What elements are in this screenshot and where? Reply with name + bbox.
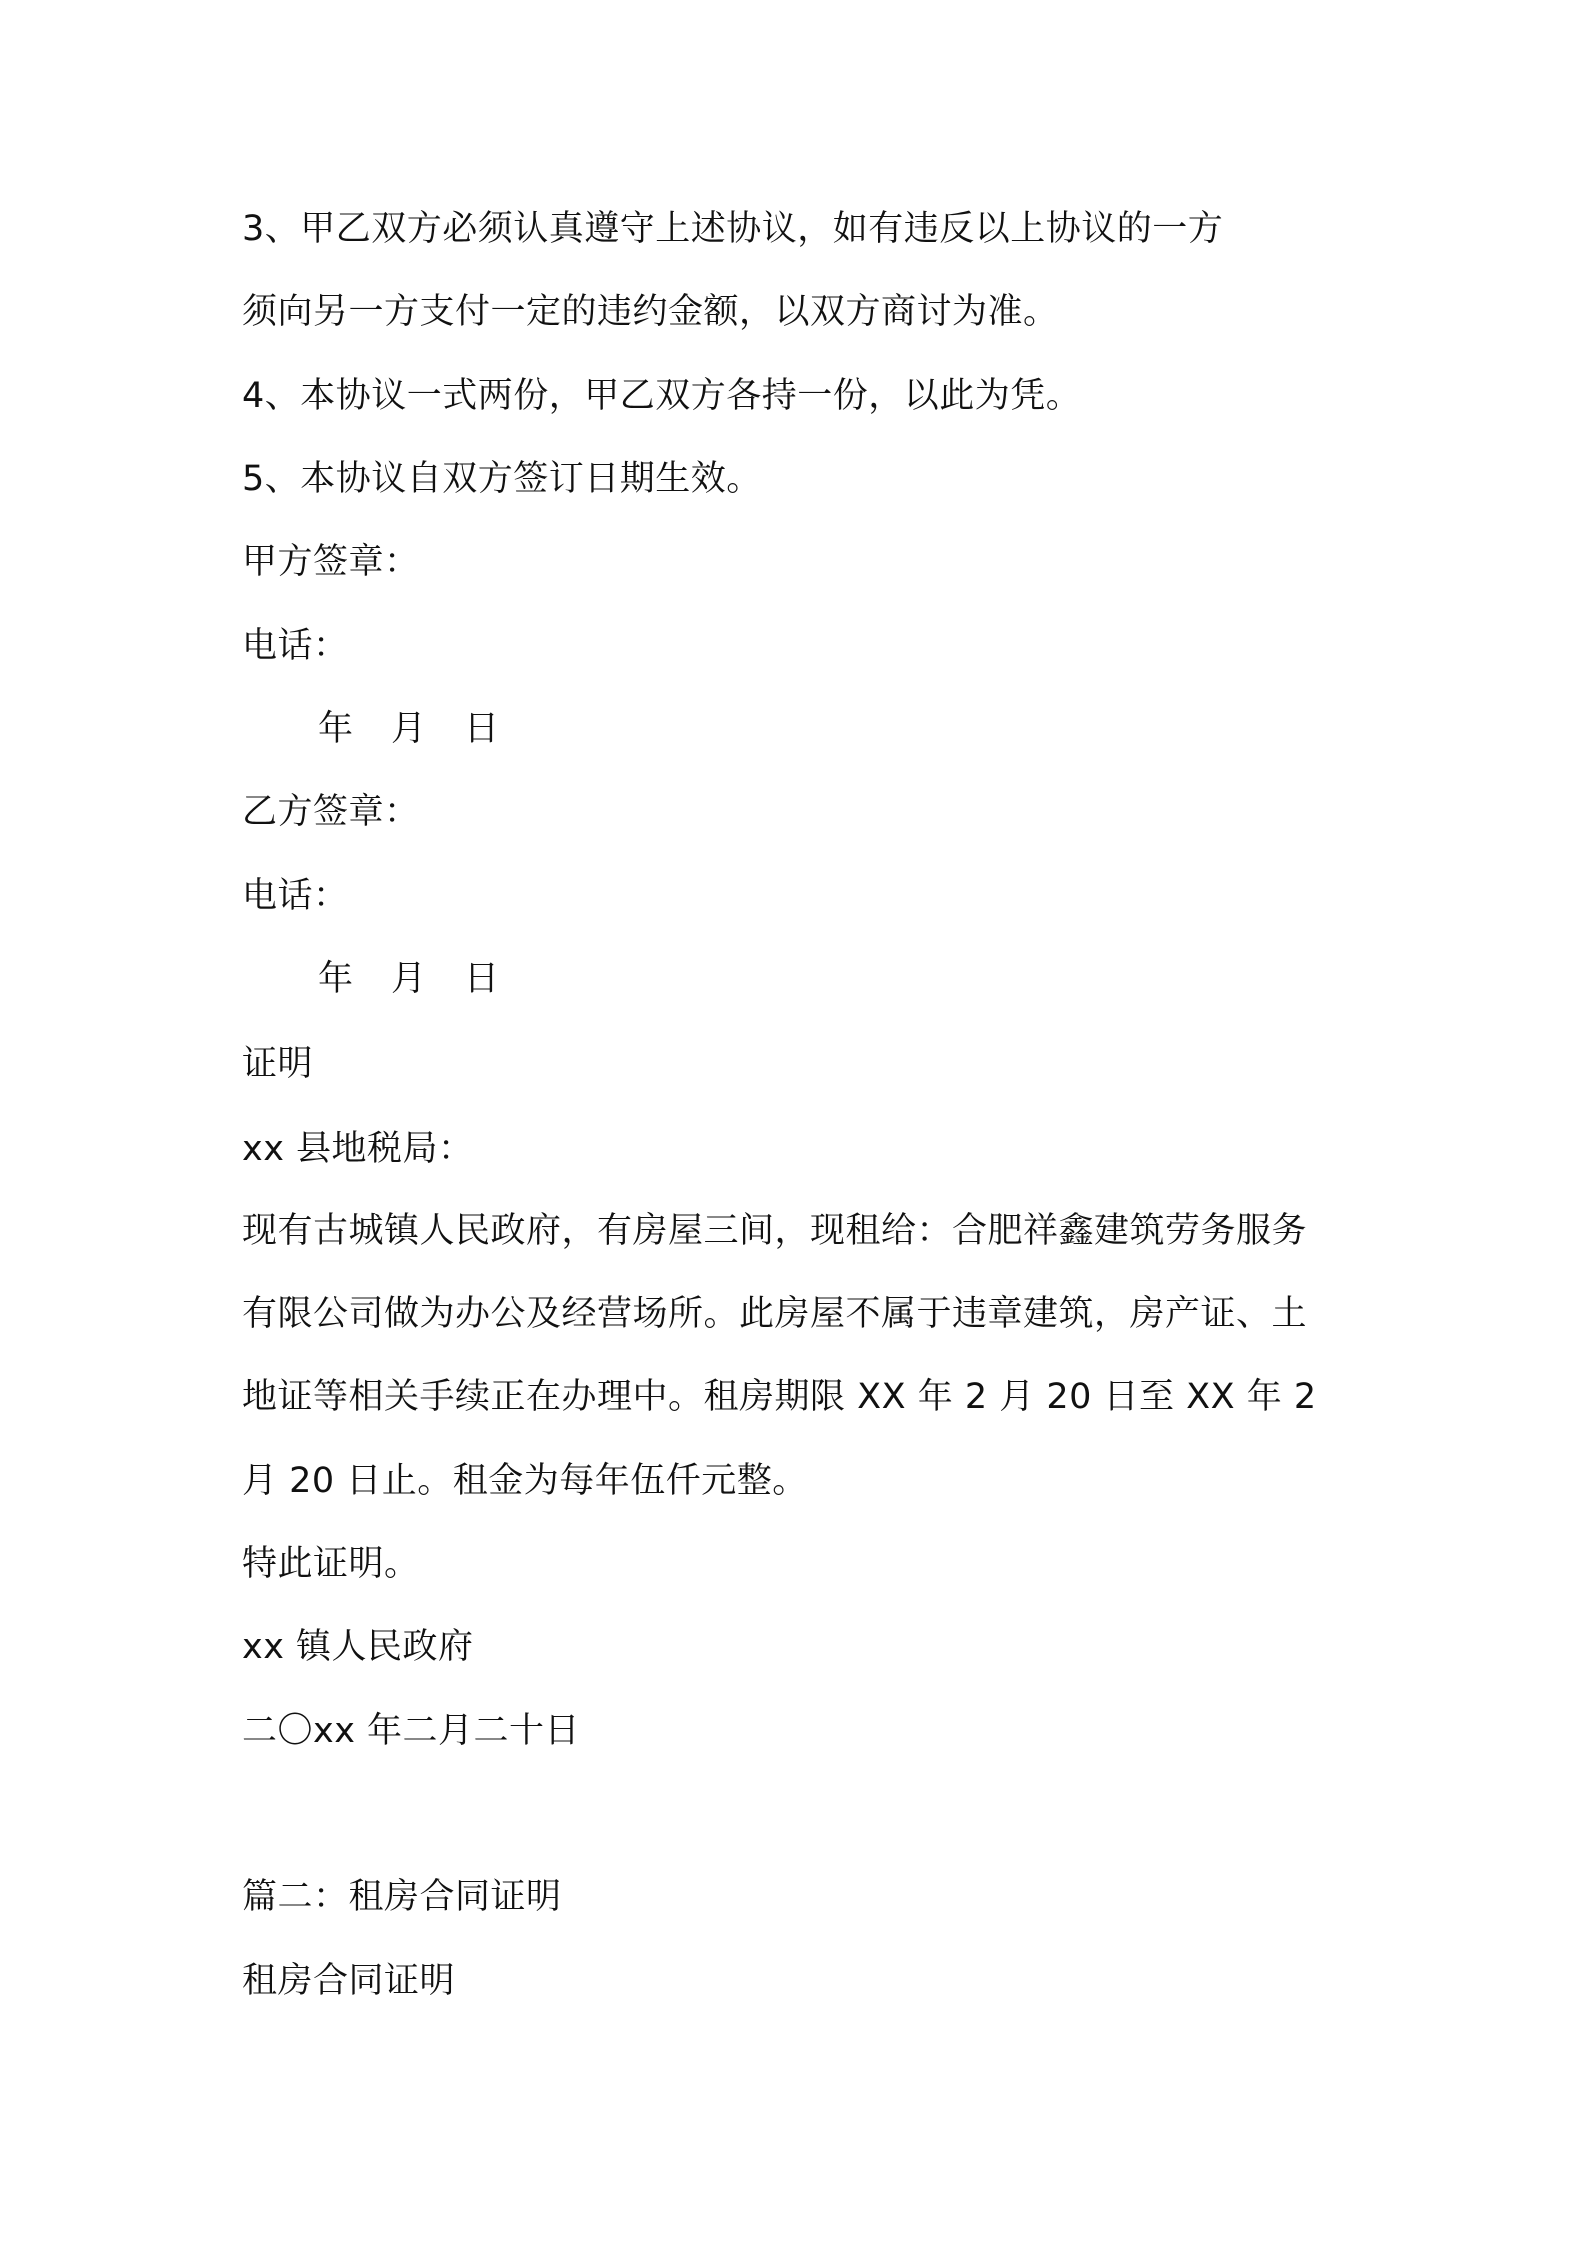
- clause-3-line-1: 3、甲乙双方必须认真遵守上述协议，如有违反以上协议的一方: [242, 209, 1224, 249]
- party-b-phone-label: 电话：: [242, 876, 349, 916]
- party-b-year-label: 年: [318, 959, 354, 999]
- party-b-month-label: 月: [391, 959, 427, 999]
- certificate-body-line-3: 地证等相关手续正在办理中。租房期限 XX 年 2 月 20 日至 XX 年 2: [242, 1377, 1317, 1417]
- certificate-body-line-4: 月 20 日止。租金为每年伍仟元整。: [242, 1461, 808, 1501]
- certificate-issuer: xx 镇人民政府: [242, 1627, 474, 1667]
- party-a-signature-label: 甲方签章：: [242, 542, 420, 582]
- certificate-body-line-1: 现有古城镇人民政府，有房屋三间，现租给：合肥祥鑫建筑劳务服务: [242, 1211, 1308, 1251]
- certificate-heading: 证明: [242, 1044, 314, 1084]
- party-a-date-row: [318, 705, 499, 753]
- certificate-body-line-2: 有限公司做为办公及经营场所。此房屋不属于违章建筑，房产证、土: [242, 1294, 1308, 1334]
- clause-3-line-2: 须向另一方支付一定的违约金额，以双方商讨为准。: [242, 292, 1059, 332]
- section-two-title: 篇二：租房合同证明: [242, 1877, 562, 1917]
- certificate-issue-date: 二〇xx 年二月二十日: [242, 1711, 581, 1751]
- party-b-signature-label: 乙方签章：: [242, 792, 420, 832]
- section-two-subtitle: 租房合同证明: [242, 1961, 456, 2001]
- party-a-year-label: 年: [318, 709, 354, 749]
- party-a-phone-label: 电话：: [242, 626, 349, 666]
- party-a-month-label: 月: [391, 709, 427, 749]
- clause-5: 5、本协议自双方签订日期生效。: [242, 459, 762, 499]
- party-b-date-row: [318, 955, 499, 1003]
- certificate-closing: 特此证明。: [242, 1544, 420, 1584]
- party-a-day-label: 日: [464, 709, 500, 749]
- clause-4: 4、本协议一式两份，甲乙双方各持一份，以此为凭。: [242, 376, 1082, 416]
- certificate-addressee: xx 县地税局：: [242, 1129, 474, 1169]
- party-b-day-label: 日: [464, 959, 500, 999]
